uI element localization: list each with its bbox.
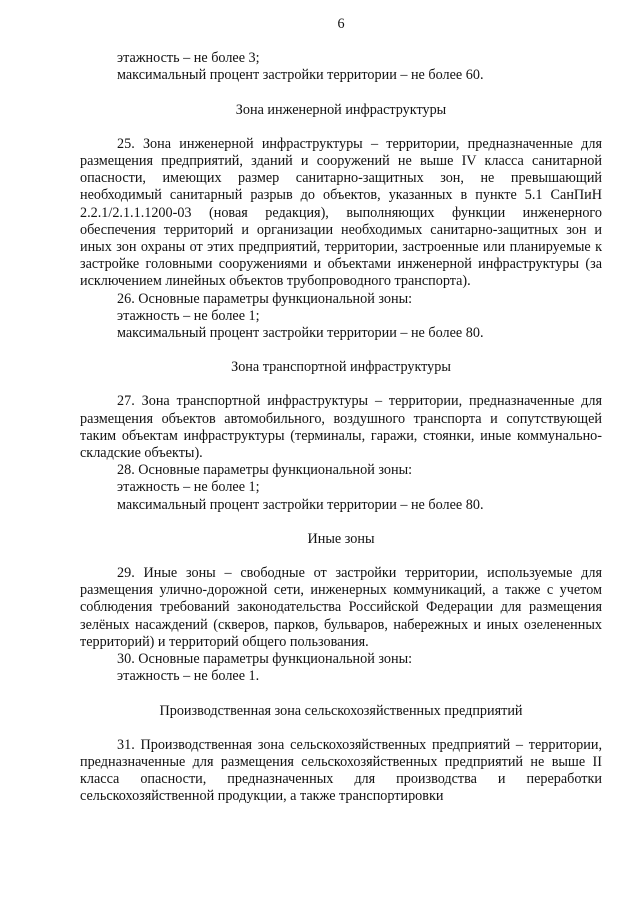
paragraph-30-floors: этажность – не более 1.	[117, 668, 260, 685]
paragraph-26-coverage: максимальный процент застройки территории – не более 80.	[117, 325, 484, 342]
paragraph-26-floors: этажность – не более 1;	[117, 307, 260, 324]
section-heading-agricultural: Производственная зона сельскохозяйственных предприятий	[159, 702, 523, 719]
section-heading-other: Иные зоны	[307, 530, 375, 547]
top-line-2: максимальный процент застройки территории – не более 60.	[117, 67, 484, 84]
paragraph-28-coverage: максимальный процент застройки территории – не более 80.	[117, 496, 484, 513]
top-line-1: этажность – не более 3;	[117, 50, 260, 67]
paragraph-30-title: 30. Основные параметры функциональной зоны:	[117, 651, 413, 668]
paragraph-25: 25. Зона инженерной инфраструктуры – территории, предназначенные для размещения предприятий, зданий и сооружений не выше IV класса санитарной опасности, имеющих размер санитарно-защитных зон, не превышающий необходимый санитарный разрыв до объектов, указанных в пункте 5.1 СанПиН 2.2.1/2.1.1.1200-03 (новая редакция), выполняющих функции инженерного обеспечения территорий и организации необходимых санитарно-защитных зон и иных зон охраны от этих предприятий, территории, застроенные или планируемые к застройке головными сооружениями и объектами инженерной инфраструктуры (за исключением линейных объектов трубопроводного транспорта).	[80, 135, 602, 290]
page-number: 6	[337, 16, 345, 32]
paragraph-31: 31. Производственная зона сельскохозяйственных предприятий – территории, предназначенные для размещения сельскохозяйственных предприятий не выше II класса опасности, предназначенных для производства и переработки сельскохозяйственной продукции, а также транспортировки	[80, 736, 602, 805]
paragraph-27: 27. Зона транспортной инфраструктуры – территории, предназначенные для размещения объектов автомобильного, воздушного транспорта и сопутствующей таким объектам инфраструктуры (терминалы, гаражи, стоянки, иные коммунально-складские объекты).	[80, 393, 602, 462]
paragraph-26-title: 26. Основные параметры функциональной зоны:	[117, 290, 413, 307]
section-heading-transport: Зона транспортной инфраструктуры	[231, 359, 451, 376]
section-heading-engineering: Зона инженерной инфраструктуры	[235, 101, 447, 118]
paragraph-28-title: 28. Основные параметры функциональной зоны:	[117, 462, 413, 479]
paragraph-28-floors: этажность – не более 1;	[117, 479, 260, 496]
paragraph-29: 29. Иные зоны – свободные от застройки территории, используемые для размещения улично-дорожной сети, инженерных коммуникаций, а также с учетом соблюдения требований законодательства Российской Федерации для размещения зелёных насаждений (скверов, парков, бульваров, набережных и иных озелененных территорий) и территорий общего пользования.	[80, 565, 602, 650]
